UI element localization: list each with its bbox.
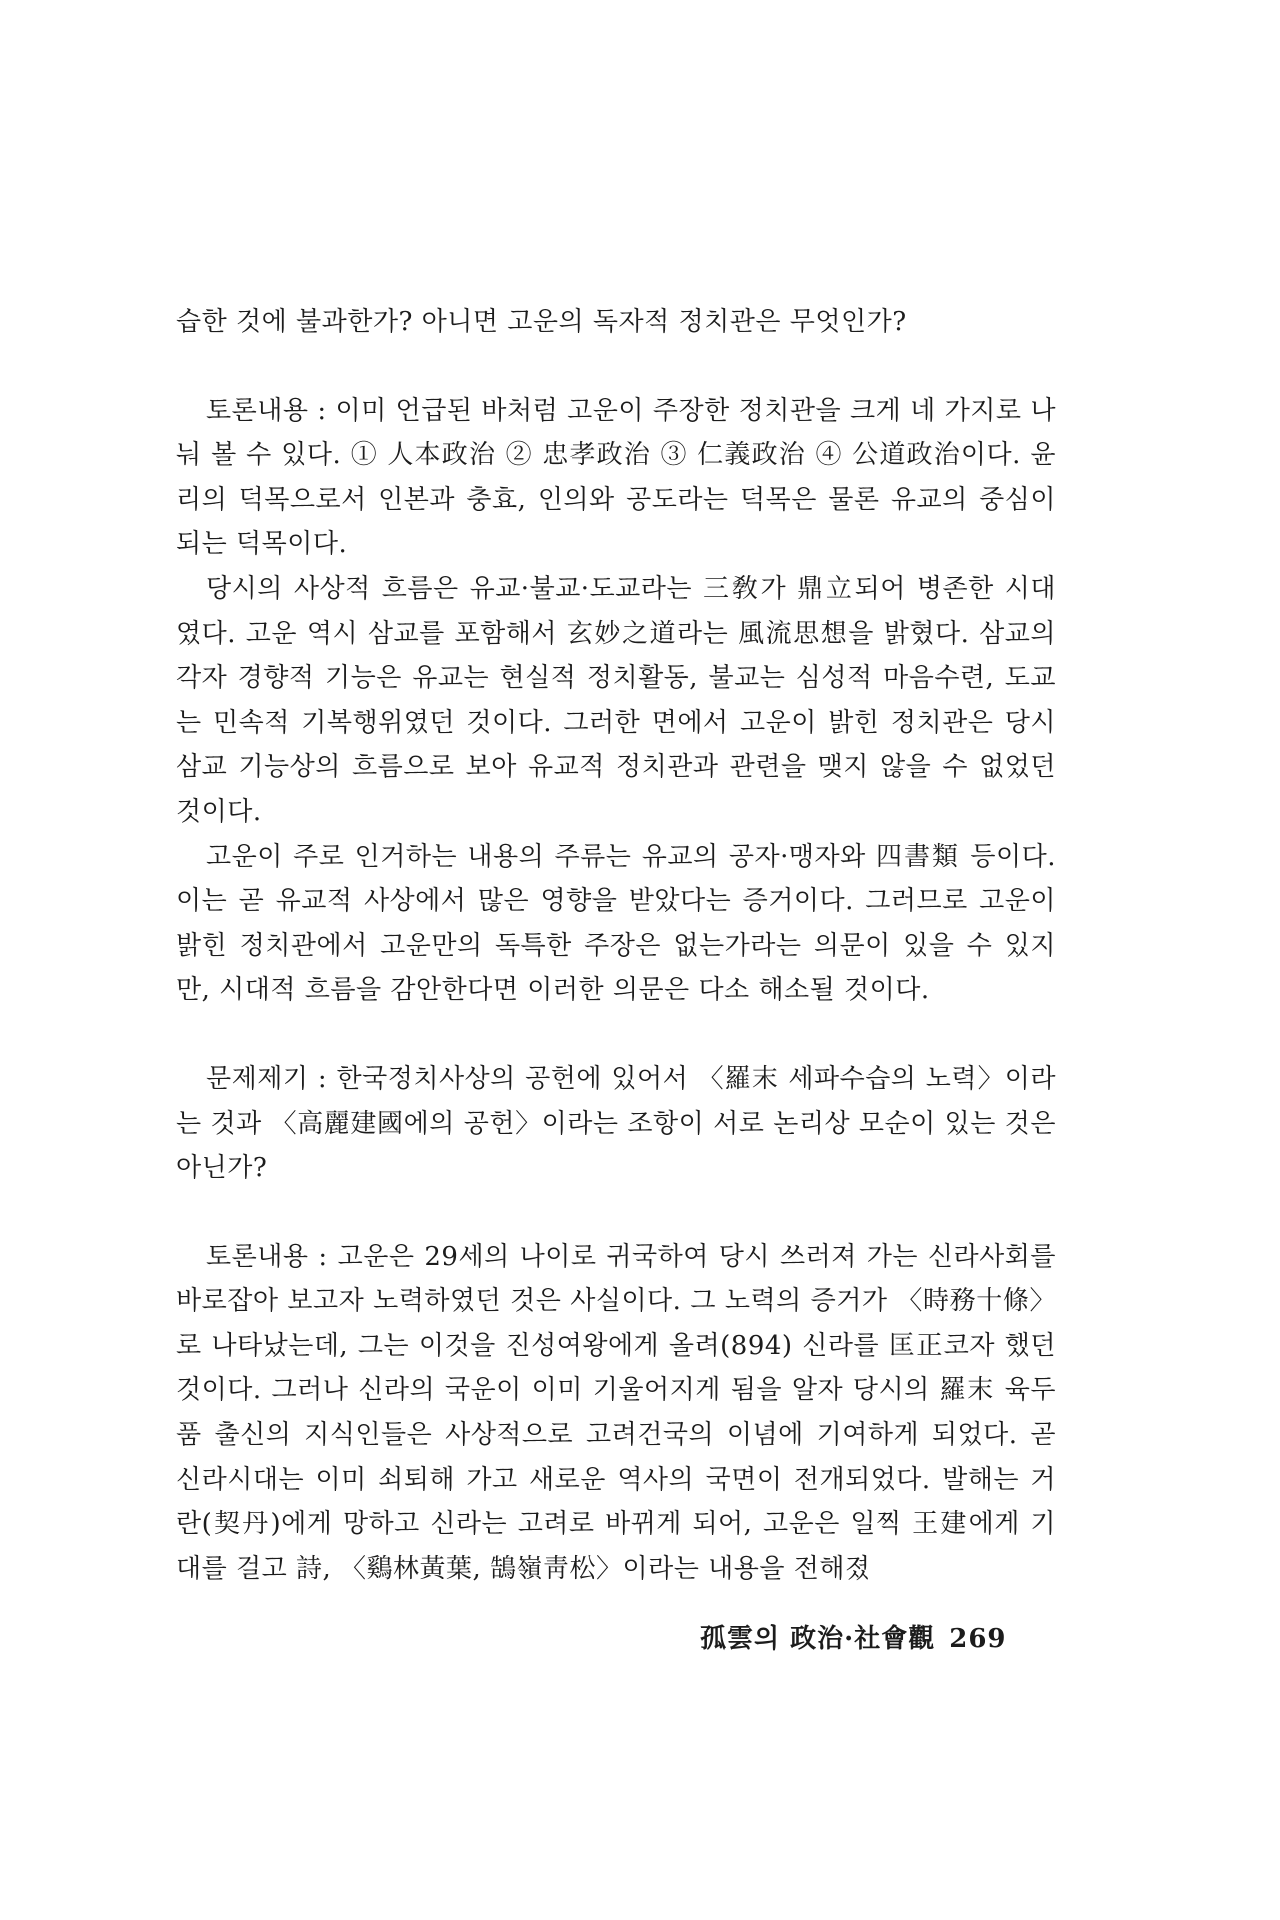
page-body	[176, 300, 1056, 1591]
paragraph-thought-trends: 당시의 사상적 흐름은 유교·불교·도교라는 三敎가 鼎立되어 병존한 시대였다. 고운 역시 삼교를 포함해서 玄妙之道라는 風流思想을 밝혔다. 삼교의 각자 경향적 기능은 유교는 현실적 정치활동, 불교는 심성적 마음수련, 도교는 민속적 기복행위였던 것이다. 그러한 면에서 고운이 밝힌 정치관은 당시 삼교 기능상의 흐름으로 보아 유교적 정치관과 관련을 맺지 않을 수 없었던 것이다.	[176, 573, 1056, 827]
paragraph-discussion-1: 토론내용 : 이미 언급된 바처럼 고운이 주장한 정치관을 크게 네 가지로 나눠 볼 수 있다. ① 人本政治 ② 忠孝政治 ③ 仁義政治 ④ 公道政治이다. 윤리의 덕목으로서 인본과 충효, 인의와 공도라는 덕목은 물론 유교의 중심이 되는 덕목이다.	[176, 395, 1056, 560]
paragraph-gap	[176, 1013, 1056, 1057]
paragraph-discussion-2: 토론내용 : 고운은 29세의 나이로 귀국하여 당시 쓰러져 가는 신라사회를 바로잡아 보고자 노력하였던 것은 사실이다. 그 노력의 증거가 〈時務十條〉로 나타났는데, 그는 이것을 진성여왕에게 올려(894) 신라를 匡正코자 했던 것이다. 그러나 신라의 국운이 이미 기울어지게 됨을 알자 당시의 羅末 육두품 출신의 지식인들은 사상적으로 고려건국의 이념에 기여하게 되었다. 곧 신라시대는 이미 쇠퇴해 가고 새로운 역사의 국면이 전개되었다. 발해는 거란(契丹)에게 망하고 신라는 고려로 바뀌게 되어, 고운은 일찍 王建에게 기대를 걸고 詩, 〈鷄林黃葉, 鵠嶺靑松〉이라는 내용을 전해졌	[176, 1241, 1056, 1584]
paragraph-continued: 습한 것에 불과한가? 아니면 고운의 독자적 정치관은 무엇인가?	[176, 307, 907, 337]
page-footer	[700, 1618, 1007, 1655]
paragraph-gap	[176, 1191, 1056, 1235]
paragraph-gap	[176, 345, 1056, 389]
running-title: 孤雲의 政治·社會觀	[700, 1624, 936, 1654]
page-number: 269	[949, 1624, 1007, 1654]
paragraph-confucian-sources: 고운이 주로 인거하는 내용의 주류는 유교의 공자·맹자와 四書類 등이다. 이는 곧 유교적 사상에서 많은 영향을 받았다는 증거이다. 그러므로 고운이 밝힌 정치관에서 고운만의 독특한 주장은 없는가라는 의문이 있을 수 있지만, 시대적 흐름을 감안한다면 이러한 의문은 다소 해소될 것이다.	[176, 841, 1056, 1006]
paragraph-question: 문제제기 : 한국정치사상의 공헌에 있어서 〈羅末 세파수습의 노력〉이라는 것과 〈高麗建國에의 공헌〉이라는 조항이 서로 논리상 모순이 있는 것은 아닌가?	[176, 1063, 1056, 1184]
